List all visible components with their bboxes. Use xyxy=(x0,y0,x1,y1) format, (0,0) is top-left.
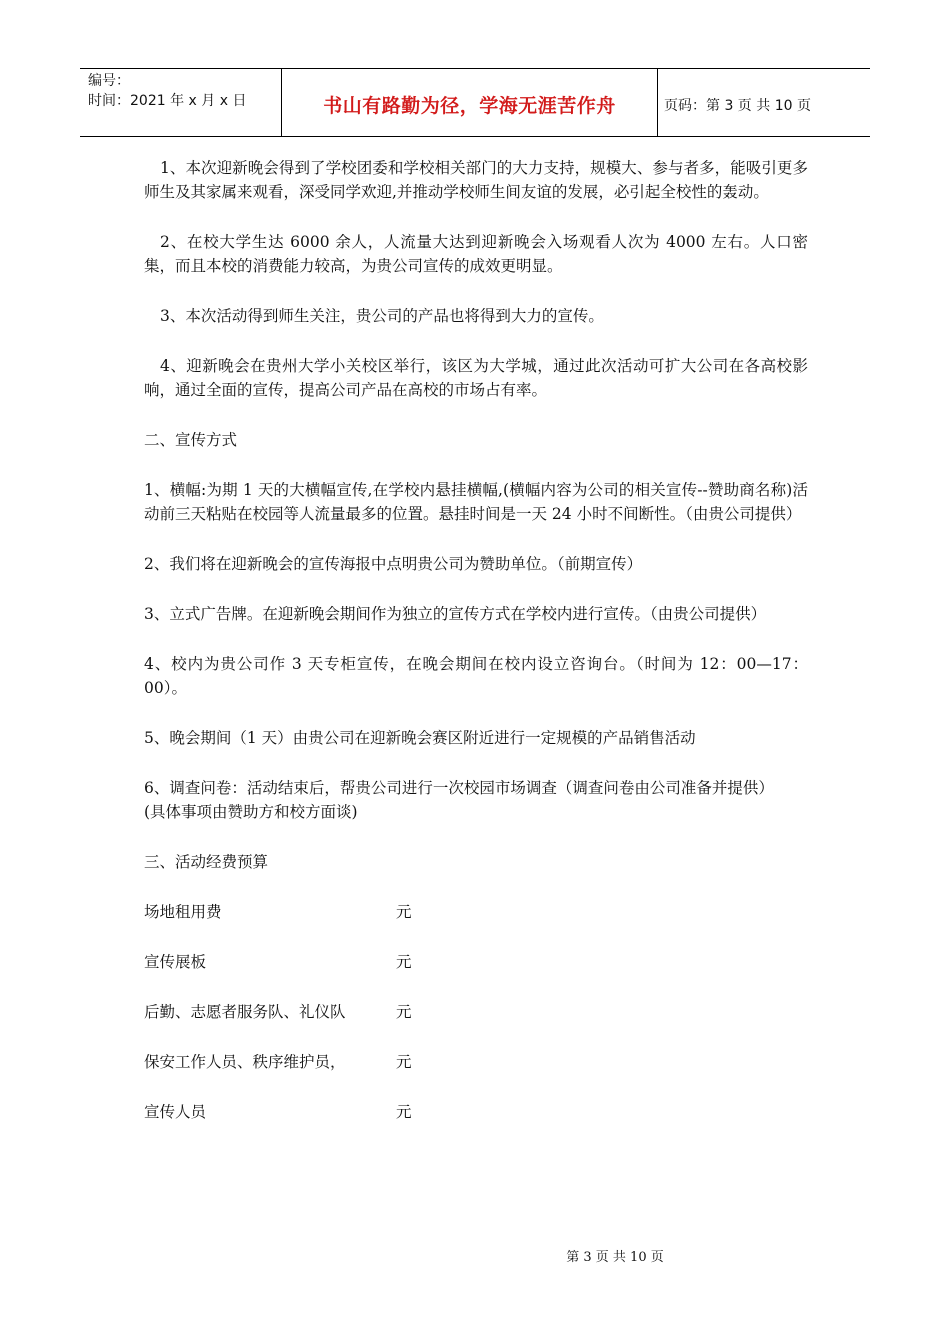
budget-item-label: 场地租用费 xyxy=(144,903,222,921)
paragraph-advantage-4: 4、迎新晚会在贵州大学小关校区举行，该区为大学城，通过此次活动可扩大公司在各高校影响，通过全面的宣传，提高公司产品在高校的市场占有率。 xyxy=(144,357,808,399)
budget-item-label: 宣传人员 xyxy=(144,1103,207,1121)
budget-unit: 元 xyxy=(396,1003,412,1021)
budget-unit: 元 xyxy=(396,953,412,971)
promotion-item-1: 1、横幅:为期 1 天的大横幅宣传,在学校内悬挂横幅,(横幅内容为公司的相关宣传--赞助商名称)活动前三天粘贴在校园等人流量最多的位置。悬挂时间是一天 24 小时不间断性。（由贵公司提供） xyxy=(144,481,808,523)
budget-row xyxy=(144,1000,808,1024)
document-date: 时间：2021 年 x 月 x 日 xyxy=(88,93,247,109)
budget-row xyxy=(144,1050,808,1074)
budget-item-label: 宣传展板 xyxy=(144,953,207,971)
promotion-item-3: 3、立式广告牌。在迎新晚会期间作为独立的宣传方式在学校内进行宣传。（由贵公司提供） xyxy=(144,605,767,623)
budget-row xyxy=(144,1100,808,1124)
promotion-item-6: 6、调查问卷：活动结束后，帮贵公司进行一次校园市场调查（调查问卷由公司准备并提供） xyxy=(144,779,774,797)
budget-unit: 元 xyxy=(396,1053,412,1071)
paragraph-advantage-1: 1、本次迎新晚会得到了学校团委和学校相关部门的大力支持，规模大、参与者多，能吸引更多师生及其家属来观看，深受同学欢迎,并推动学校师生间友谊的发展，必引起全校性的轰动。 xyxy=(144,159,808,201)
header-motto: 书山有路勤为径，学海无涯苦作舟 xyxy=(282,69,658,136)
header-meta xyxy=(80,69,282,136)
paragraph-advantage-2: 2、在校大学生达 6000 余人，人流量大达到迎新晚会入场观看人次为 4000 左右。人口密集，而且本校的消费能力较高，为贵公司宣传的成效更明显。 xyxy=(144,233,808,275)
promotion-item-4: 4、校内为贵公司作 3 天专柜宣传，在晚会期间在校内设立咨询台。（时间为 12：00—17：00）。 xyxy=(144,655,808,697)
budget-row xyxy=(144,950,808,974)
page-header xyxy=(80,68,870,137)
promotion-note: (具体事项由赞助方和校方面谈) xyxy=(144,803,358,821)
promotion-item-2: 2、我们将在迎新晚会的宣传海报中点明贵公司为赞助单位。（前期宣传） xyxy=(144,555,643,573)
document-number-label: 编号： xyxy=(88,73,130,89)
budget-unit: 元 xyxy=(396,903,412,921)
header-page-info: 页码：第 3 页 共 10 页 xyxy=(664,97,811,114)
budget-unit: 元 xyxy=(396,1103,412,1121)
budget-item-label: 保安工作人员、秩序维护员， xyxy=(144,1053,346,1071)
page-footer: 第 3 页 共 10 页 xyxy=(566,1250,664,1265)
section-heading-budget: 三、活动经费预算 xyxy=(144,853,269,871)
section-heading-promotion: 二、宣传方式 xyxy=(144,431,238,449)
budget-item-label: 后勤、志愿者服务队、礼仪队 xyxy=(144,1003,346,1021)
promotion-item-5: 5、晚会期间（1 天）由贵公司在迎新晚会赛区附近进行一定规模的产品销售活动 xyxy=(144,729,696,747)
budget-row xyxy=(144,900,808,924)
paragraph-advantage-3: 3、本次活动得到师生关注，贵公司的产品也将得到大力的宣传。 xyxy=(160,307,604,325)
document-body xyxy=(144,156,808,1124)
